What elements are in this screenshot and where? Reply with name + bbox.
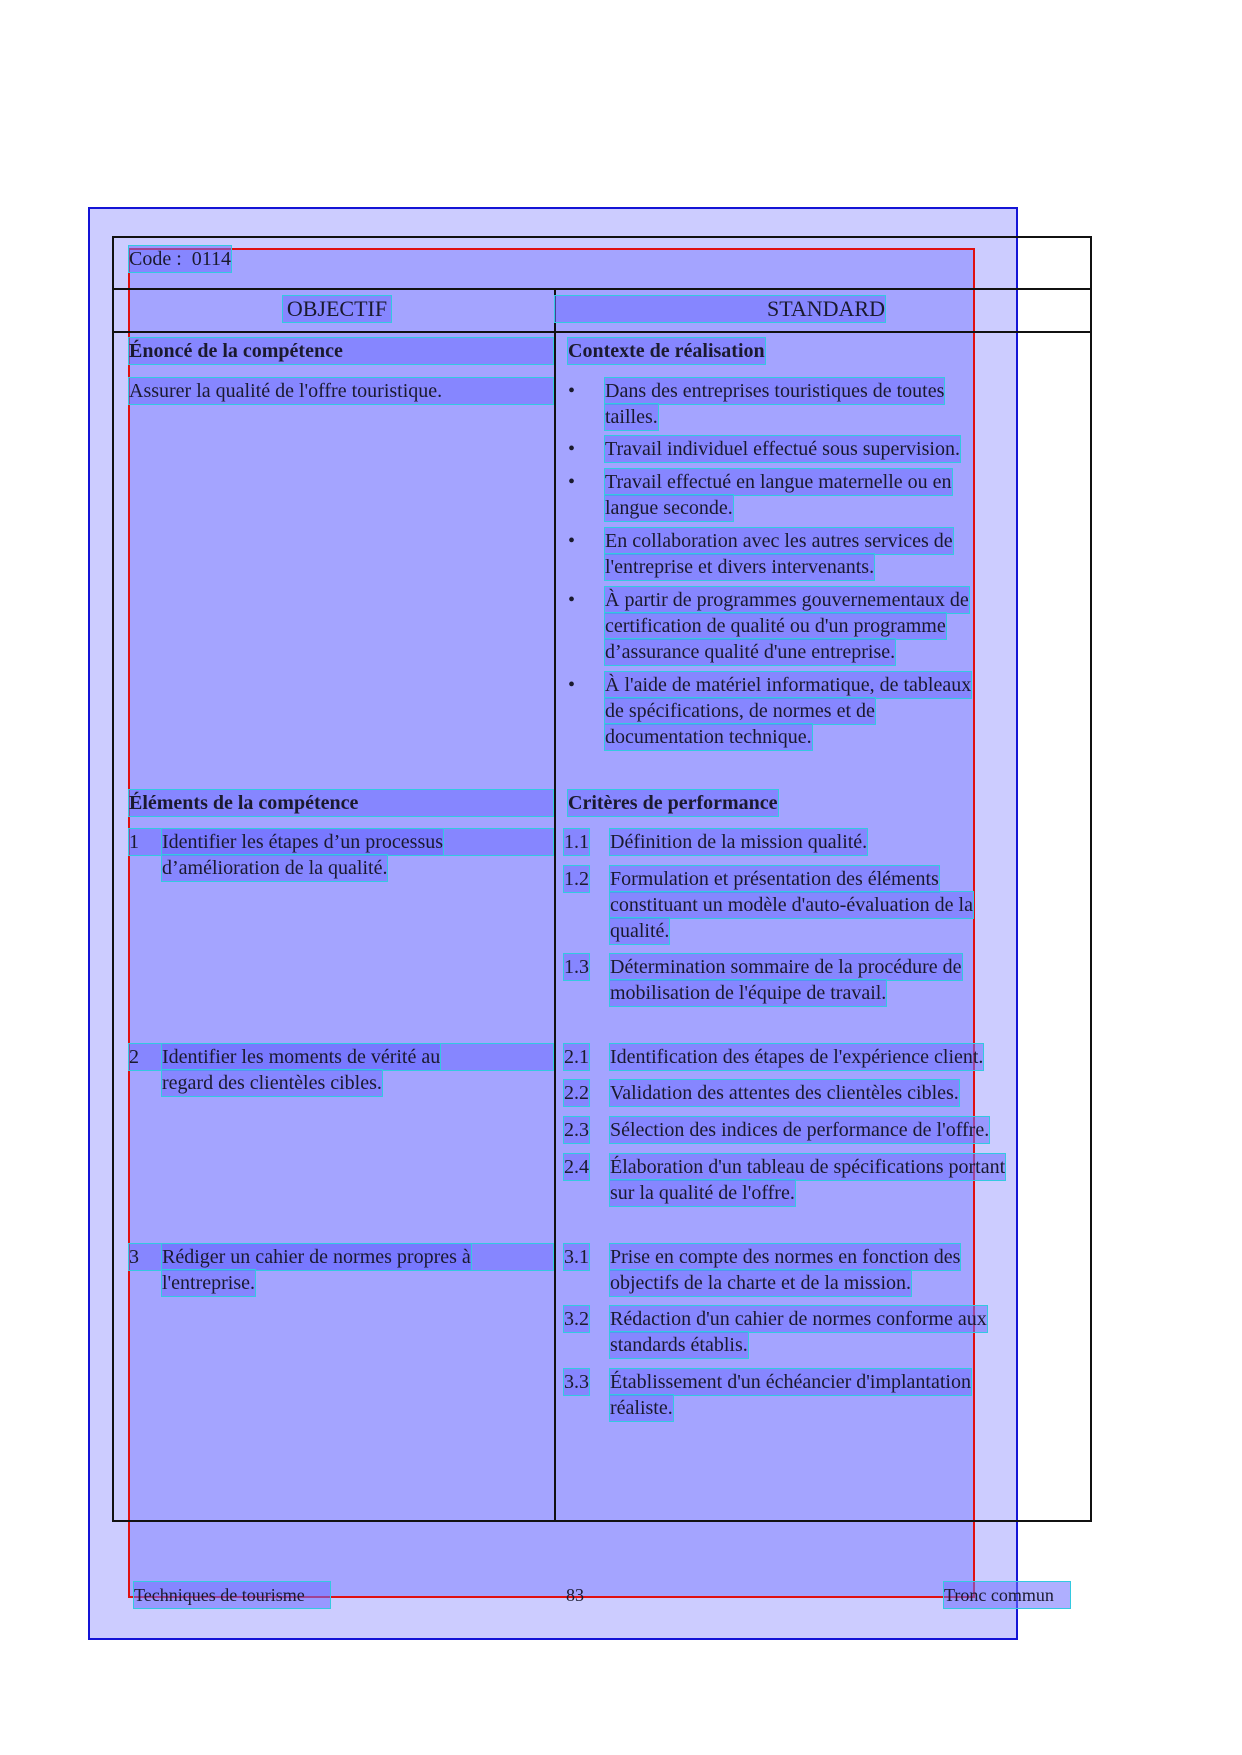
header-objectif: OBJECTIF — [283, 296, 391, 322]
criterion-text: Définition de la mission qualité. — [610, 831, 868, 853]
context-item-line: l'entreprise et divers intervenants. — [605, 556, 875, 578]
bullet-icon: • — [568, 530, 576, 552]
footer-section: Tronc commun — [944, 1582, 1070, 1608]
context-heading: Contexte de réalisation — [568, 340, 765, 362]
context-item-line: Dans des entreprises touristiques de toutes — [605, 380, 945, 402]
criterion-number: 1.1 — [564, 831, 589, 853]
column-divider — [554, 290, 556, 1520]
competency-statement: Assurer la qualité de l'offre touristique. — [129, 378, 553, 404]
context-item-line: langue seconde. — [605, 497, 733, 519]
context-item-line: En collaboration avec les autres services de — [605, 530, 953, 552]
bullet-icon: • — [568, 471, 576, 493]
elements-heading: Éléments de la compétence — [129, 790, 553, 816]
criterion-text: Élaboration d'un tableau de spécifications portant — [610, 1156, 1006, 1178]
element-text: regard des clientèles cibles. — [162, 1072, 382, 1094]
criterion-number: 2.4 — [564, 1156, 589, 1178]
criterion-text: constituant un modèle d'auto-évaluation de la — [610, 894, 973, 916]
criterion-number: 2.1 — [564, 1046, 589, 1068]
bullet-icon: • — [568, 674, 576, 696]
context-item-line: À partir de programmes gouvernementaux de — [605, 589, 969, 611]
element-number: 1 — [129, 829, 553, 855]
criterion-text: Validation des attentes des clientèles cibles. — [610, 1082, 959, 1104]
criterion-text: Établissement d'un échéancier d'implantation — [610, 1371, 971, 1393]
statement-heading: Énoncé de la compétence — [129, 338, 553, 364]
footer-page-number: 83 — [566, 1585, 584, 1605]
code-label: Code : 0114 — [129, 248, 232, 270]
header-rule-bottom — [112, 331, 1092, 333]
header-rule-top — [112, 288, 1092, 290]
criterion-number: 3.1 — [564, 1246, 589, 1268]
element-text: Rédiger un cahier de normes propres à — [162, 1246, 471, 1268]
context-item-line: À l'aide de matériel informatique, de tableaux — [605, 674, 972, 696]
criterion-text: standards établis. — [610, 1334, 748, 1356]
bullet-icon: • — [568, 589, 576, 611]
context-item-line: Travail effectué en langue maternelle ou en — [605, 471, 952, 493]
criterion-text: Formulation et présentation des éléments — [610, 868, 939, 890]
bullet-icon: • — [568, 438, 576, 460]
element-number: 3 — [129, 1244, 553, 1270]
criterion-number: 2.2 — [564, 1082, 589, 1104]
criterion-text: Prise en compte des normes en fonction des — [610, 1246, 961, 1268]
criterion-number: 1.2 — [564, 868, 589, 890]
criterion-number: 3.3 — [564, 1371, 589, 1393]
criterion-text: objectifs de la charte et de la mission. — [610, 1272, 912, 1294]
element-text: Identifier les étapes d’un processus — [162, 831, 444, 853]
criterion-text: Sélection des indices de performance de l'offre. — [610, 1119, 990, 1141]
criterion-text: réaliste. — [610, 1397, 673, 1419]
criterion-text: mobilisation de l'équipe de travail. — [610, 982, 887, 1004]
criterion-text: qualité. — [610, 920, 670, 942]
criterion-number: 2.3 — [564, 1119, 589, 1141]
context-item-line: tailles. — [605, 406, 658, 428]
criterion-text: sur la qualité de l'offre. — [610, 1182, 795, 1204]
context-item-line: Travail individuel effectué sous supervision. — [605, 438, 960, 460]
criterion-text: Rédaction d'un cahier de normes conforme aux — [610, 1308, 987, 1330]
code-value: 0114 — [191, 248, 232, 270]
criteria-heading: Critères de performance — [568, 792, 778, 814]
element-number: 2 — [129, 1044, 553, 1070]
element-text: d’amélioration de la qualité. — [162, 857, 388, 879]
bullet-icon: • — [568, 380, 576, 402]
header-standard: STANDARD — [555, 296, 885, 322]
context-item-line: documentation technique. — [605, 726, 812, 748]
criterion-number: 3.2 — [564, 1308, 589, 1330]
context-item-line: certification de qualité ou d'un programme — [605, 615, 946, 637]
context-item-line: d’assurance qualité d'une entreprise. — [605, 641, 896, 663]
footer-program: Techniques de tourisme — [134, 1582, 330, 1608]
criterion-text: Identification des étapes de l'expérience client. — [610, 1046, 984, 1068]
element-text: Identifier les moments de vérité au — [162, 1046, 441, 1068]
element-text: l'entreprise. — [162, 1272, 256, 1294]
criterion-text: Détermination sommaire de la procédure de — [610, 956, 962, 978]
context-item-line: de spécifications, de normes et de — [605, 700, 875, 722]
criterion-number: 1.3 — [564, 956, 589, 978]
